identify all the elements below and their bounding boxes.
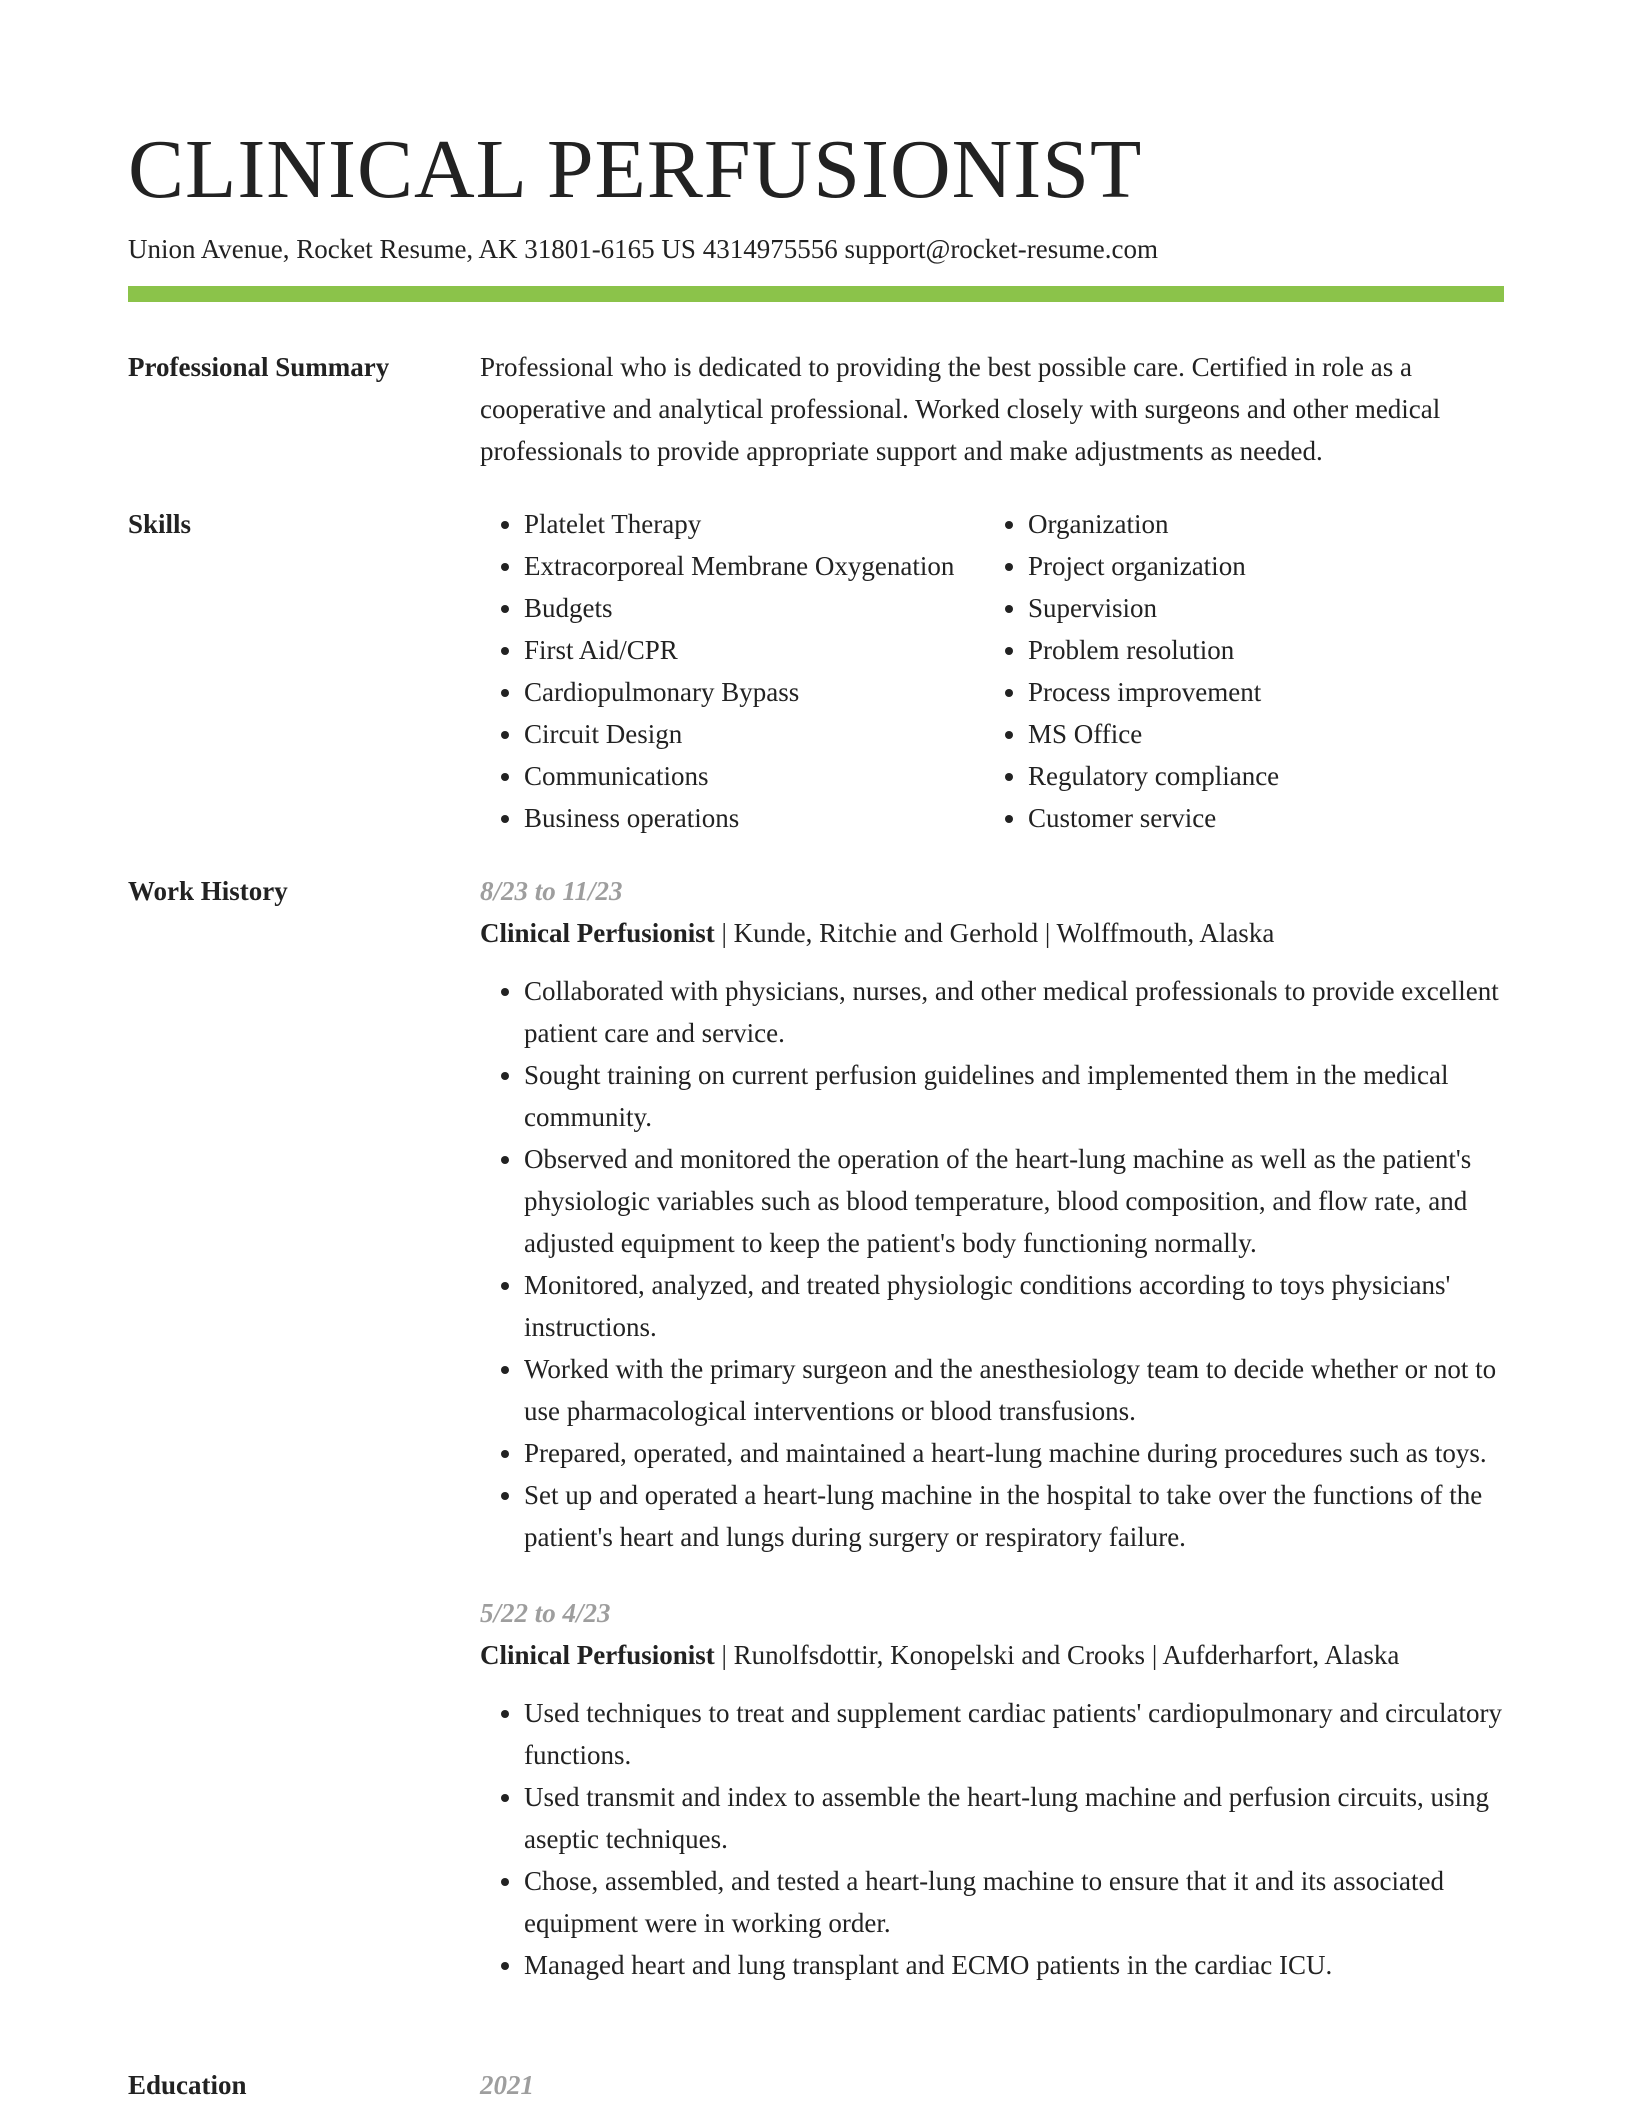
skill-item: • Project organization: [1028, 545, 1488, 587]
education-heading: Education: [128, 2070, 247, 2100]
skill-item: • First Aid/CPR: [524, 629, 984, 671]
skill-item: • Regulatory compliance: [1028, 755, 1488, 797]
job-bullet: • Sought training on current perfusion guidelines and implemented them in the medical community.: [524, 1054, 1504, 1138]
job-bullet: • Observed and monitored the operation of the heart-lung machine as well as the patient's physiologic variables such as blood temperature, blood composition, and flow rate, and adjusted equipment to keep the patient's body functioning normally.: [524, 1138, 1504, 1264]
skill-item: • Budgets: [524, 587, 984, 629]
skill-item: • Problem resolution: [1028, 629, 1488, 671]
job-title: Clinical Perfusionist: [480, 1640, 715, 1670]
skill-item: • Communications: [524, 755, 984, 797]
skills-list-right: [984, 503, 1488, 839]
job-bullet: • Collaborated with physicians, nurses, and other medical professionals to provide excellent patient care and service.: [524, 970, 1504, 1054]
education-date: 2021: [480, 2070, 534, 2100]
job-bullets: [480, 970, 1504, 1558]
job-employer-location: | Runolfsdottir, Konopelski and Crooks | Aufderharfort, Alaska: [714, 1640, 1400, 1670]
job-title: Clinical Perfusionist: [480, 918, 715, 948]
skills-list-left: [480, 503, 984, 839]
job-bullet: • Worked with the primary surgeon and the anesthesiology team to decide whether or not to use pharmacological interventions or blood transfusions.: [524, 1348, 1504, 1432]
job-bullet: • Used techniques to treat and supplement cardiac patients' cardiopulmonary and circulatory functions.: [524, 1692, 1504, 1776]
resume-name: CLINICAL PERFUSIONIST: [128, 123, 1143, 216]
skill-item: • Supervision: [1028, 587, 1488, 629]
contact-email[interactable]: support@rocket-resume.com: [844, 234, 1158, 264]
job-entry: [480, 870, 1504, 1558]
job-bullet: • Used transmit and index to assemble the heart-lung machine and perfusion circuits, using aseptic techniques.: [524, 1776, 1504, 1860]
skill-item: • Extracorporeal Membrane Oxygenation: [524, 545, 984, 587]
contact-address: Union Avenue, Rocket Resume, AK 31801-6165 US: [128, 234, 696, 264]
job-bullet: • Monitored, analyzed, and treated physiologic conditions according to toys physicians' instructions.: [524, 1264, 1504, 1348]
job-employer-location: | Kunde, Ritchie and Gerhold | Wolffmouth, Alaska: [714, 918, 1275, 948]
skill-item: • Organization: [1028, 503, 1488, 545]
job-title-line: [480, 1634, 1504, 1676]
skill-item: • Platelet Therapy: [524, 503, 984, 545]
job-date: 5/22 to 4/23: [480, 1598, 611, 1628]
job-entry: [480, 1592, 1504, 1986]
contact-line: [128, 232, 1158, 266]
skill-item: • Process improvement: [1028, 671, 1488, 713]
skills-heading: Skills: [128, 509, 192, 539]
skill-item: • Circuit Design: [524, 713, 984, 755]
skill-item: • Customer service: [1028, 797, 1488, 839]
skill-item: • MS Office: [1028, 713, 1488, 755]
skill-item: • Cardiopulmonary Bypass: [524, 671, 984, 713]
skill-item: • Business operations: [524, 797, 984, 839]
job-date: 8/23 to 11/23: [480, 876, 623, 906]
job-bullet: • Chose, assembled, and tested a heart-lung machine to ensure that it and its associated equipment were in working order.: [524, 1860, 1504, 1944]
summary-heading: Professional Summary: [128, 352, 390, 382]
contact-phone: 4314975556: [702, 234, 838, 264]
header-divider: [128, 286, 1504, 302]
job-bullet: • Managed heart and lung transplant and ECMO patients in the cardiac ICU.: [524, 1944, 1504, 1986]
job-bullet: • Prepared, operated, and maintained a heart-lung machine during procedures such as toys.: [524, 1432, 1504, 1474]
job-bullets: [480, 1692, 1504, 1986]
job-title-line: [480, 912, 1504, 954]
job-bullet: • Set up and operated a heart-lung machine in the hospital to take over the functions of the patient's heart and lungs during surgery or respiratory failure.: [524, 1474, 1504, 1558]
summary-text: Professional who is dedicated to providing the best possible care. Certified in role as a cooperative and analytical professional. Worked closely with surgeons and other medical professionals to provide appropriate support and make adjustments as needed.: [480, 352, 1441, 466]
work-history-heading: Work History: [128, 876, 288, 906]
